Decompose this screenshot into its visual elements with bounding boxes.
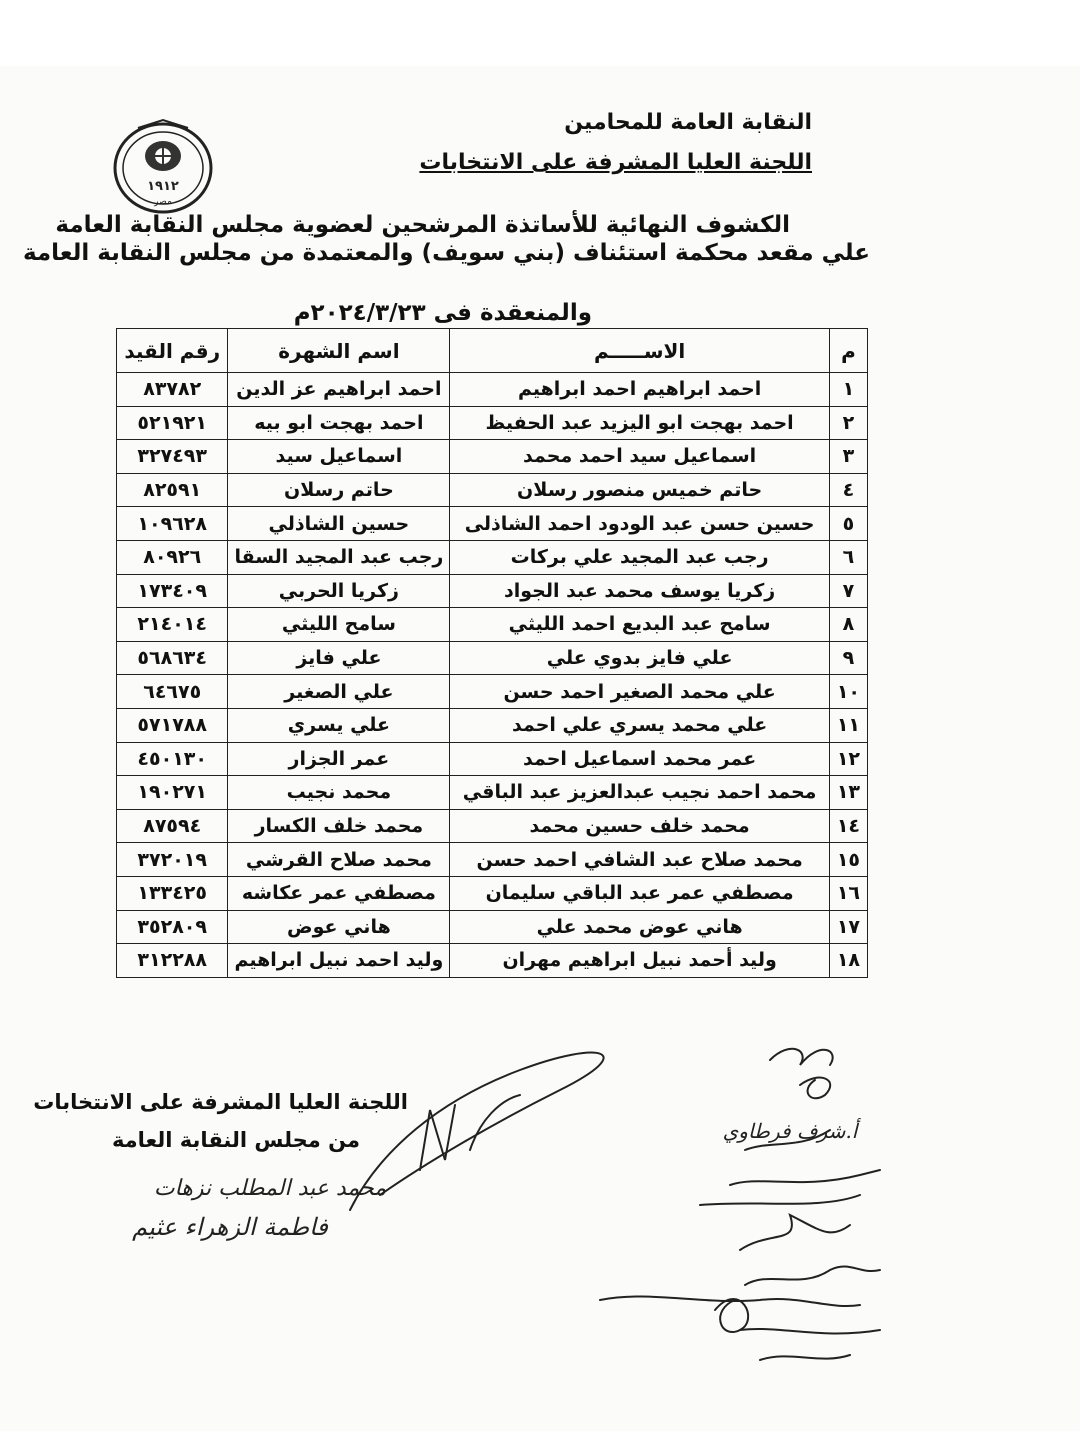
table-row [117,776,868,810]
row-reg: ٥٦٨٦٣٤ [117,641,228,675]
signature-right1: أ.شرف فرطاوي [722,1119,858,1143]
footer-council: من مجلس النقابة العامة [111,1128,360,1152]
row-reg: ٥٢١٩٢١ [117,406,228,440]
row-reg: ٣١٢٢٨٨ [117,944,228,978]
row-name: محمد صلاح عبد الشافي احمد حسن [450,843,830,877]
table-row [117,574,868,608]
row-fame: احمد ابراهيم عز الدين [228,373,450,407]
row-reg: ٣٥٢٨٠٩ [117,910,228,944]
row-num: ٢ [829,406,867,440]
row-reg: ٨٢٥٩١ [117,473,228,507]
row-name: مصطفي عمر عبد الباقي سليمان [450,876,830,910]
table-row [117,540,868,574]
signature-left2: فاطمة الزهراء عثيم [132,1213,328,1241]
row-reg: ٢١٤٠١٤ [117,608,228,642]
row-num: ١٤ [829,809,867,843]
header-name: الاســـــم [450,329,830,373]
row-fame: محمد نجيب [228,776,450,810]
row-reg: ١٩٠٢٧١ [117,776,228,810]
row-num: ٧ [829,574,867,608]
document-title-line2: علي مقعد محكمة استئناف (بني سويف) والمعتمدة من مجلس النقابة العامة [22,240,870,266]
row-num: ١٦ [829,876,867,910]
table-row [117,406,868,440]
row-name: عمر محمد اسماعيل احمد [450,742,830,776]
row-fame: سامح الليثي [228,608,450,642]
row-name: علي محمد الصغير احمد حسن [450,675,830,709]
table-row [117,876,868,910]
row-num: ٤ [829,473,867,507]
row-fame: هاني عوض [228,910,450,944]
organization-name: النقابة العامة للمحامين [564,110,812,135]
row-reg: ٣٧٢٠١٩ [117,843,228,877]
row-num: ١٨ [829,944,867,978]
row-name: احمد ابراهيم احمد ابراهيم [450,373,830,407]
row-name: حاتم خميس منصور رسلان [450,473,830,507]
table-row [117,708,868,742]
row-name: زكريا يوسف محمد عبد الجواد [450,574,830,608]
row-num: ١٣ [829,776,867,810]
row-reg: ١٧٣٤٠٩ [117,574,228,608]
table-row [117,373,868,407]
header-num: م [829,329,867,373]
row-reg: ٥٧١٧٨٨ [117,708,228,742]
document-title-line3: والمنعقدة فى ٢٠٢٤/٣/٢٣م [293,300,592,326]
row-reg: ٨٧٥٩٤ [117,809,228,843]
row-name: اسماعيل سيد احمد محمد [450,440,830,474]
table-row [117,608,868,642]
document-title-line1: الكشوف النهائية للأساتذة المرشحين لعضوية مجلس النقابة العامة [55,212,790,238]
row-num: ١٧ [829,910,867,944]
committee-name: اللجنة العليا المشرفة على الانتخابات [419,150,812,175]
row-fame: محمد صلاح القرشي [228,843,450,877]
table-row [117,742,868,776]
row-fame: علي الصغير [228,675,450,709]
row-num: ٣ [829,440,867,474]
row-num: ١٢ [829,742,867,776]
row-name: علي فايز بدوي علي [450,641,830,675]
table-row [117,944,868,978]
row-num: ٦ [829,540,867,574]
row-fame: وليد احمد نبيل ابراهيم [228,944,450,978]
row-name: رجب عبد المجيد علي بركات [450,540,830,574]
row-num: ١٥ [829,843,867,877]
row-num: ٨ [829,608,867,642]
row-fame: حسين الشاذلي [228,507,450,541]
signature-left1: محمد عبد المطلب نزهات [153,1176,387,1201]
footer-committee: اللجنة العليا المشرفة على الانتخابات [33,1090,408,1114]
header-fame: اسم الشهرة [228,329,450,373]
row-reg: ٨٠٩٢٦ [117,540,228,574]
row-num: ١١ [829,708,867,742]
row-reg: ٤٥٠١٣٠ [117,742,228,776]
table-row [117,843,868,877]
row-name: هاني عوض محمد علي [450,910,830,944]
row-fame: احمد بهجت ابو بيه [228,406,450,440]
table-row [117,440,868,474]
row-name: علي محمد يسري علي احمد [450,708,830,742]
row-fame: اسماعيل سيد [228,440,450,474]
table-row [117,910,868,944]
seal-year: ١٩١٢ [147,179,179,194]
row-fame: عمر الجزار [228,742,450,776]
row-num: ٩ [829,641,867,675]
row-name: سامح عبد البديع احمد الليثي [450,608,830,642]
row-num: ١ [829,373,867,407]
row-num: ٥ [829,507,867,541]
row-num: ١٠ [829,675,867,709]
table-row [117,809,868,843]
row-reg: ٣٢٧٤٩٣ [117,440,228,474]
row-name: محمد خلف حسين محمد [450,809,830,843]
row-reg: ٨٣٧٨٢ [117,373,228,407]
row-reg: ٦٤٦٧٥ [117,675,228,709]
table-row [117,473,868,507]
syndicate-seal-icon [108,118,218,218]
row-fame: علي فايز [228,641,450,675]
candidates-table [116,328,868,978]
table-header-row [117,329,868,373]
header-reg: رقم القيد [117,329,228,373]
row-fame: مصطفي عمر عكاشه [228,876,450,910]
row-fame: محمد خلف الكسار [228,809,450,843]
table-row [117,675,868,709]
row-fame: زكريا الحربي [228,574,450,608]
table-row [117,507,868,541]
row-name: احمد بهجت ابو اليزيد عبد الحفيظ [450,406,830,440]
row-fame: حاتم رسلان [228,473,450,507]
row-name: وليد أحمد نبيل ابراهيم مهران [450,944,830,978]
row-fame: علي يسري [228,708,450,742]
row-reg: ١٣٣٤٢٥ [117,876,228,910]
row-fame: رجب عبد المجيد السقا [228,540,450,574]
row-reg: ١٠٩٦٢٨ [117,507,228,541]
row-name: حسين حسن عبد الودود احمد الشاذلى [450,507,830,541]
row-name: محمد احمد نجيب عبدالعزيز عبد الباقي [450,776,830,810]
seal-country: مصر [154,197,172,207]
table-row [117,641,868,675]
